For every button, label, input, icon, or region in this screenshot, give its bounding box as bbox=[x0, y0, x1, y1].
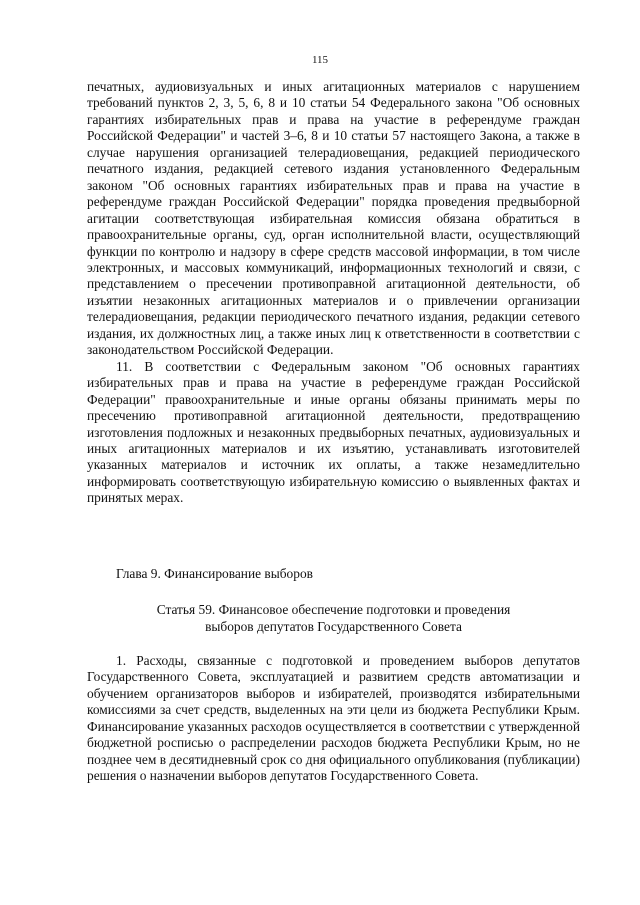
paragraph-item-1: 1. Расходы, связанные с подготовкой и проведением выборов депутатов Государственного Совета, эксплуатацией и развитием средств автоматизации и обучением организаторов выборов и избирателей, производятся избирательными комиссиями за счет средств, выделенных на эти цели из бюджета Республики Крым. Финансирование указанных расходов осуществляется в соответствии с утвержденной бюджетной росписью о распределении расходов бюджета Республики Крым, но не позднее чем в десятидневный срок со дня официального опубликования (публикации) решения о назначении выборов депутатов Государственного Совета. bbox=[87, 653, 580, 784]
article-title-block bbox=[87, 602, 580, 635]
page-number: 115 bbox=[311, 54, 329, 66]
chapter-heading: Глава 9. Финансирование выборов bbox=[116, 566, 313, 581]
paragraph-continuation: печатных, аудиовизуальных и иных агитационных материалов с нарушением требований пунктов 2, 3, 5, 6, 8 и 10 статьи 54 Федерального закона "Об основных гарантиях избирательных прав и права на участие в референдуме граждан Российской Федерации" и частей 3–6, 8 и 10 статьи 57 настоящего Закона, а также в случае нарушения организацией телерадиовещания, редакцией периодического печатного издания, редакцией сетевого издания установленного Федеральным законом "Об основных гарантиях избирательных прав и права на участие в референдуме граждан Российской Федерации" порядка проведения предвыборной агитации соответствующая избирательная комиссия обязана обратиться в правоохранительные органы, суд, орган исполнительной власти, осуществляющий функции по контролю и надзору в сфере средств массовой информации, в том числе электронных, и массовых коммуникаций, информационных технологий и связи, с представлением о пресечении противоправной агитационной деятельности, об изъятии незаконных агитационных материалов и о привлечении организации телерадиовещания, редакции периодического печатного издания, редакции сетевого издания, их должностных лиц, а также иных лиц к ответственности в соответствии с законодательством Российской Федерации. bbox=[87, 79, 580, 358]
article-title-line-2: выборов депутатов Государственного Совета bbox=[205, 618, 462, 634]
article-title-line-1: Статья 59. Финансовое обеспечение подготовки и проведения bbox=[156, 602, 511, 617]
paragraph-block-agitation bbox=[87, 79, 580, 507]
paragraph-item-11: 11. В соответствии с Федеральным законом "Об основных гарантиях избирательных прав и права на участие в референдуме граждан Российской Федерации" правоохранительные и иные органы обязаны принимать меры по пресечению противоправной агитационной деятельности, предотвращению изготовления подложных и незаконных предвыборных печатных, аудиовизуальных и иных агитационных материалов и их изъятию, устанавливать изготовителей указанных материалов и источник их оплаты, а также незамедлительно информировать соответствующую избирательную комиссию о выявленных фактах и принятых мерах. bbox=[87, 358, 580, 506]
paragraph-block-financing bbox=[87, 653, 580, 785]
chapter-heading-block bbox=[87, 566, 580, 582]
